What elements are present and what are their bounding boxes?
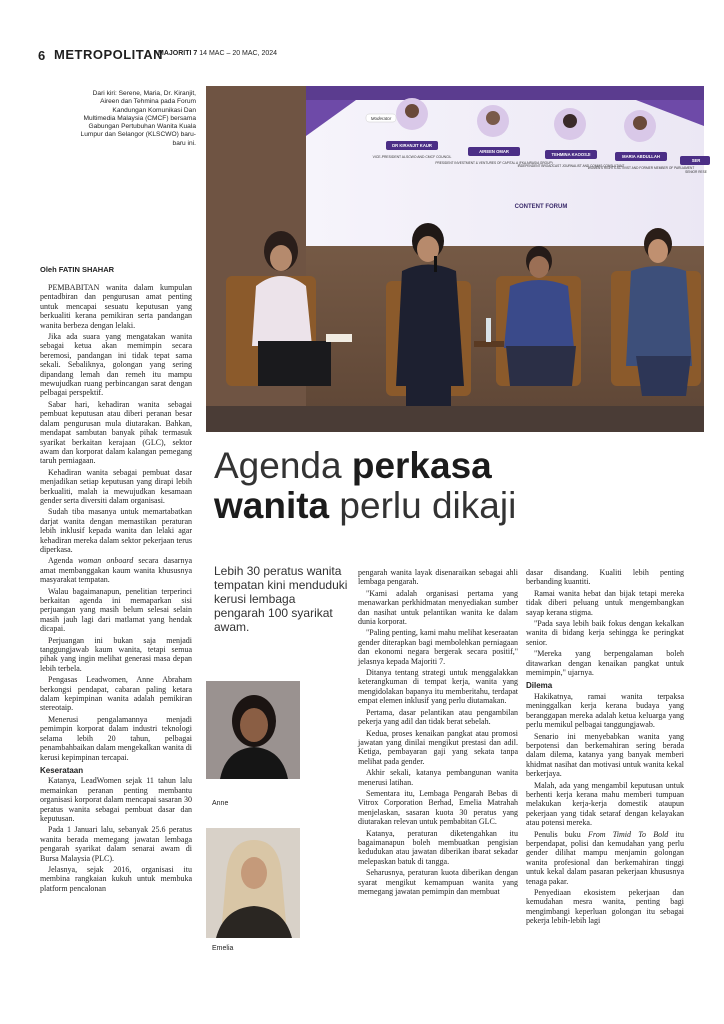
speaker-name: SER xyxy=(691,158,701,163)
speaker-role: PRESIDENT INVESTMENT & VENTURES OF CAPITAL A (FKA AIRASIA GROUP) xyxy=(435,161,553,165)
portrait-anne xyxy=(206,681,300,779)
portrait-photo xyxy=(206,828,300,938)
forum-photo-illustration xyxy=(206,86,707,432)
paragraph: Senario ini menyebabkan wanita yang berpotensi dan berkemahiran sering berada dalam dilema, katanya yang banyak memberi khidmat nasihat dan motivasi untuk wanita kekal berkerjaya. xyxy=(526,731,684,779)
paragraph: Pada 1 Januari lalu, sebanyak 25.6 peratus wanita berada memegang jawatan lembaga pengarah syarikat dalam senarai awam di Bursa Malaysia (PLC). xyxy=(40,825,192,863)
speaker-name: DR KIRANJIT KAUR xyxy=(392,143,432,148)
paragraph: Perjuangan ini bukan saja menjadi tanggungjawab kaum wanita, tetapi semua pihak yang ingin melihat generasi masa depan lebih terbela. xyxy=(40,635,192,673)
paragraph: "Pada saya lebih baik fokus dengan kekalkan wanita di bidang kerja sehingga ke peringkat senior. xyxy=(526,619,684,647)
paragraph: Ramai wanita hebat dan bijak tetapi mereka tidak diberi peluang untuk mengembangkan sayap kerana stigma. xyxy=(526,588,684,617)
screen-logo: CONTENT FORUM xyxy=(514,204,568,210)
speaker-role: SENIOR RESE xyxy=(685,170,707,174)
paragraph: Agenda woman onboard secara dasarnya amat membanggakan kaum wanita khususnya masyarakat tempatan. xyxy=(40,556,192,585)
portrait-emelia xyxy=(206,828,300,938)
publication-name: MAJORITI 7 xyxy=(158,50,198,57)
paragraph: PEMBABITAN wanita dalam kumpulan pentadbiran dan pengurusan amat penting untuk mencapai sesuatu keputusan yang berkualiti kerana pemikiran serta pandangan wanita berbeza dengan lelaki. xyxy=(40,283,192,330)
issue-dates: 14 MAC – 20 MAC, 2024 xyxy=(199,50,278,57)
lead-word: PEMBABITAN xyxy=(48,283,100,292)
paragraph: Penyediaan ekosistem pekerjaan dan kemudahan mesra wanita, penting bagi mengimbangi keperluan golongan itu sebagai pekerja lebih-lebih lagi xyxy=(526,888,684,926)
paragraph: Hakikatnya, ramai wanita terpaksa meninggalkan kerja kerana budaya yang beranggapan mereka adalah ketua keluarga yang perlu memikul pelbagai tanggungjawab. xyxy=(526,691,684,730)
publication-info xyxy=(158,50,277,57)
pull-quote: Lebih 30 peratus wanita tempatan kini menduduki kerusi lembaga pengarah 100 syarikat awam. xyxy=(214,564,348,634)
paragraph: "Paling penting, kami mahu melihat keseraatan gender diterapkan bagi membolehkan perniagaan dan ekonomi negara bergerak secara positif," jelasnya kepada Majoriti 7. xyxy=(358,628,518,666)
speaker-role: WOMEN'S RIGHTS ACTIVIST AND FORMER MEMBER OF PARLIAMENT xyxy=(587,166,695,170)
paragraph: Pertama, dasar pelantikan atau pengambilan pekerja yang adil dan tidak berat sebelah. xyxy=(358,707,518,727)
paragraph: Menerusi pengalamannya menjadi pemimpin korporat dalam industri teknologi selama lebih 20 tahun, pelbagai penambahbaikan dalam mengekalkan wanita di kerusi kepimpinan tercapai. xyxy=(40,714,192,762)
paragraph: Akhir sekali, katanya pembangunan wanita menerusi latihan. xyxy=(358,768,518,787)
paragraph: "Kami adalah organisasi pertama yang menawarkan perkhidmatan menyediakan sumber dan nasihat untuk pelantikan wanita ke dalam dunia korporat. xyxy=(358,588,518,627)
paragraph: Jika ada suara yang mengatakan wanita sebagai ketua akan memimpin secara beremosi, pandangan ini tidak tepat sama sekali. Sebaliknya, golongan yang sering dipandang lemah dan remeh itu mampu mewujudkan ruang perbincangan sarat dengan pelbagai perspektif. xyxy=(40,332,192,398)
moderator-label: Moderator xyxy=(370,116,392,121)
subheading: Dilema xyxy=(526,681,553,691)
photo-caption: Dari kiri: Serene, Maria, Dr. Kiranjit, Aireen dan Tehmina pada Forum Kandungan Komunikasi Dan Multimedia Malaysia (CMCF) bersama Gabungan Pertubuhan Wanita Kuala Lumpur dan Selangor (KLSCWO) baru-baru ini. xyxy=(80,90,196,147)
paragraph: Penulis buku From Timid To Bold itu berpendapat, polisi dan kemudahan yang perlu gender dilihat mampu menjamin golongan wanita profesional dan berkemahiran tinggi untuk kekal dalam pasaran pekerjaan khususnya tenaga pakar. xyxy=(526,829,684,886)
paragraph: Walau bagaimanapun, penelitian terperinci berkaitan agenda ini memaparkan sisi perjuangan yang masih belum selesai selain masih jauh lagi dari matlamat yang hendak dicapai. xyxy=(40,586,192,634)
headline: Agenda perkasa wanita perlu dikaji xyxy=(214,445,517,526)
paragraph: Katanya, LeadWomen sejak 11 tahun lalu memainkan peranan penting membantu organisasi korporat dalam mencapai sasaran 30 peratus wanita sebagai pembuat dasar dan keputusan. xyxy=(40,776,192,823)
paragraph: Sabar hari, kehadiran wanita sebagai pembuat keputusan atau diberi peranan besar dalam pengurusan mula diutarakan. Bahkan, mendapat sambutan banyak pihak termasuk syarikat berkaitan kerajaan (GLC), sektor awam dan korporat dalam kalangan pemegang taruh perniagaan. xyxy=(40,399,192,466)
portrait-photo xyxy=(206,681,300,779)
paragraph: Pengasas Leadwomen, Anne Abraham berkongsi pendapat, cabaran paling ketara dalam kepimpinan wanita adalah pemikiran stereotaip. xyxy=(40,675,192,713)
subheading: Keserataan xyxy=(40,765,84,775)
section-title: METROPOLITAN xyxy=(54,47,164,62)
article-column-4 xyxy=(526,568,684,928)
speaker-name: AIREEN OMAR xyxy=(479,149,509,154)
article-column-1 xyxy=(40,283,192,895)
portrait-caption: Anne xyxy=(212,800,229,807)
paragraph: Seharusnya, peraturan kuota diberikan dengan syarat mengikut kemampuan wanita yang memegang jawatan pemimpin dan membuat xyxy=(358,868,518,896)
paragraph: Katanya, peraturan diketengahkan itu bagaimanapun boleh membuatkan pengisian kedudukan atau jawatan diberikan ibarat sekadar melepaskan batuk di tangga. xyxy=(358,828,518,866)
speaker-name: TEHMINA KAOOSJI xyxy=(551,152,591,157)
portrait-caption: Emelia xyxy=(212,945,234,952)
paragraph: dasar disandang. Kualiti lebih penting berbanding kuantiti. xyxy=(526,568,684,587)
paragraph: Ditanya tentang strategi untuk menggalakkan keterangkuman di tempat kerja, wanita yang mengidolakan bapanya itu memberitahu, terdapat empat elemen inklusif yang perlu diutamakan. xyxy=(358,668,518,706)
speaker-name: MARIA ABDULLAH xyxy=(622,154,660,159)
paragraph: Kedua, proses kenaikan pangkat atau promosi jawatan yang dinilai mengikut prestasi dan adil. Ketiga, pembayaran gaji yang sekata tanpa melihat pada gender. xyxy=(358,728,518,766)
paragraph: Kehadiran wanita sebagai pembuat dasar menjadikan setiap keputusan yang dirapi lebih berkualiti, malah ia mewujudkan kesamaan gender serta diversiti dalam organisasi. xyxy=(40,467,192,505)
paragraph: Malah, ada yang mengambil keputusan untuk berhenti kerja kerana mahu memberi tumpuan melakukan kerja-kerja domestik ataupun pekerjaan yang tidak setaraf dengan kelayakan atau potensi mereka. xyxy=(526,780,684,828)
speaker-role: INDEPENDENT BROADCAST JOURNALIST AND COMMS CONSULTANT xyxy=(517,164,625,168)
byline: Oleh FATIN SHAHAR xyxy=(40,265,115,274)
article-column-3 xyxy=(358,568,518,898)
forum-photo xyxy=(206,86,707,432)
paragraph: Jelasnya, sejak 2016, organisasi itu membina rangkaian kukuh untuk membuka platform pencalonan xyxy=(40,864,192,893)
page-number: 6 xyxy=(38,48,46,63)
speaker-role: VICE-PRESIDENT ALSCWO AND CMCF COUNCIL xyxy=(372,155,452,159)
paragraph: "Mereka yang berpengalaman boleh ditawarkan dengan kenaikan pangkat untuk memimpin," ujarnya. xyxy=(526,649,684,678)
paragraph: Sudah tiba masanya untuk memartabatkan darjat wanita dengan memastikan peraturan lebih inklusif kepada wanita dan lelaki agar kehadiran mereka dalam sektor pekerjaan terus diperkasa. xyxy=(40,507,192,554)
paragraph: Sementara itu, Lembaga Pengarah Bebas di Vitrox Corporation Berhad, Emelia Matrahah menjelaskan, sasaran kuota 30 peratus yang diutarakan relevan untuk pembabitan GLC. xyxy=(358,788,518,827)
paragraph: pengarah wanita layak disenaraikan sebagai ahli lembaga pengarah. xyxy=(358,568,518,587)
